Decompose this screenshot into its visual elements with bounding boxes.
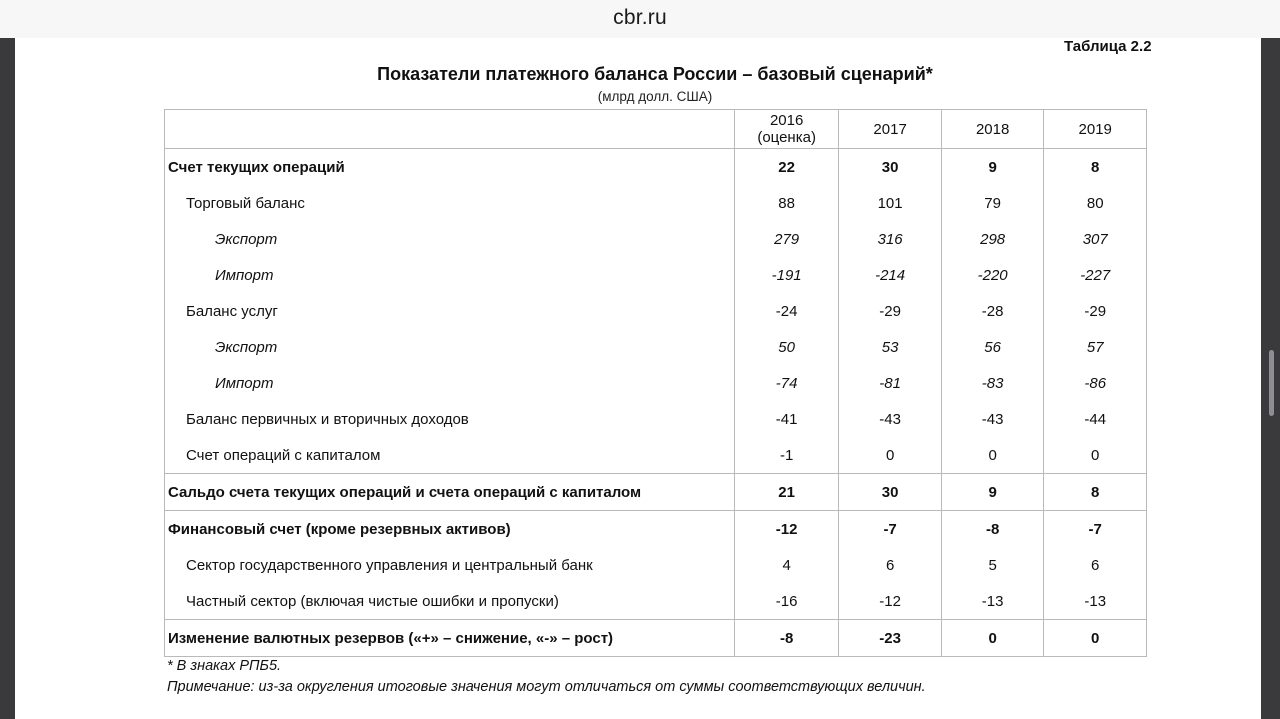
cell-value: -43 bbox=[839, 401, 942, 437]
cell-value: 53 bbox=[839, 329, 942, 365]
cell-value: 8 bbox=[1044, 474, 1147, 511]
cell-value: -74 bbox=[734, 365, 838, 401]
table-row bbox=[165, 257, 1147, 293]
table-title: Показатели платежного баланса России – базовый сценарий* bbox=[377, 64, 933, 84]
table-row bbox=[165, 437, 1147, 474]
row-label: Баланс услуг bbox=[165, 293, 735, 329]
row-label: Изменение валютных резервов («+» – снижение, «-» – рост) bbox=[165, 620, 735, 657]
cell-value: -23 bbox=[839, 620, 942, 657]
table-notes bbox=[167, 656, 926, 698]
table-row bbox=[165, 365, 1147, 401]
row-label: Счет операций с капиталом bbox=[165, 437, 735, 474]
url-text[interactable]: cbr.ru bbox=[613, 6, 667, 29]
cell-value: 279 bbox=[734, 221, 838, 257]
cell-value: 0 bbox=[839, 437, 942, 474]
header-2019: 2019 bbox=[1044, 110, 1147, 149]
cell-value: -86 bbox=[1044, 365, 1147, 401]
row-label: Импорт bbox=[165, 257, 735, 293]
cell-value: -7 bbox=[839, 511, 942, 548]
table-row bbox=[165, 474, 1147, 511]
cell-value: -8 bbox=[734, 620, 838, 657]
cell-value: 4 bbox=[734, 547, 838, 583]
cell-value: 56 bbox=[941, 329, 1044, 365]
header-year: 2016 bbox=[769, 112, 804, 129]
row-label: Торговый баланс bbox=[165, 185, 735, 221]
row-label: Сальдо счета текущих операций и счета операций с капиталом bbox=[165, 474, 735, 511]
table-row bbox=[165, 401, 1147, 437]
table-row bbox=[165, 329, 1147, 365]
cell-value: -28 bbox=[941, 293, 1044, 329]
cell-value: 57 bbox=[1044, 329, 1147, 365]
cell-value: 9 bbox=[941, 149, 1044, 186]
table-row bbox=[165, 583, 1147, 620]
cell-value: -29 bbox=[1044, 293, 1147, 329]
cell-value: -44 bbox=[1044, 401, 1147, 437]
table-row bbox=[165, 149, 1147, 186]
table-row bbox=[165, 511, 1147, 548]
cell-value: 0 bbox=[1044, 437, 1147, 474]
cell-value: -191 bbox=[734, 257, 838, 293]
cell-value: 21 bbox=[734, 474, 838, 511]
row-label: Экспорт bbox=[165, 329, 735, 365]
scrollbar-track[interactable] bbox=[1261, 38, 1280, 719]
left-margin bbox=[0, 38, 15, 719]
table-row bbox=[165, 293, 1147, 329]
cell-value: -41 bbox=[734, 401, 838, 437]
footnote: * В знаках РПБ5. bbox=[167, 658, 282, 674]
cell-value: 88 bbox=[734, 185, 838, 221]
scrollbar-thumb[interactable] bbox=[1269, 350, 1274, 416]
cell-value: -24 bbox=[734, 293, 838, 329]
cell-value: 298 bbox=[941, 221, 1044, 257]
cell-value: -12 bbox=[839, 583, 942, 620]
cell-value: -13 bbox=[1044, 583, 1147, 620]
cell-value: 22 bbox=[734, 149, 838, 186]
cell-value: 0 bbox=[941, 437, 1044, 474]
row-label: Финансовый счет (кроме резервных активов) bbox=[165, 511, 735, 548]
header-empty-cell bbox=[165, 110, 735, 149]
cell-value: -1 bbox=[734, 437, 838, 474]
cell-value: 79 bbox=[941, 185, 1044, 221]
cell-value: -16 bbox=[734, 583, 838, 620]
header-estimate-note: (оценка) bbox=[757, 129, 816, 146]
cell-value: -83 bbox=[941, 365, 1044, 401]
row-label: Импорт bbox=[165, 365, 735, 401]
cell-value: 30 bbox=[839, 149, 942, 186]
cell-value: -12 bbox=[734, 511, 838, 548]
balance-of-payments-table bbox=[164, 109, 1147, 657]
table-row bbox=[165, 221, 1147, 257]
browser-address-bar bbox=[0, 0, 1280, 39]
table-number: Таблица 2.2 bbox=[1064, 38, 1152, 55]
table-row bbox=[165, 185, 1147, 221]
cell-value: -43 bbox=[941, 401, 1044, 437]
cell-value: 9 bbox=[941, 474, 1044, 511]
cell-value: 0 bbox=[1044, 620, 1147, 657]
header-2016 bbox=[734, 110, 838, 149]
cell-value: 6 bbox=[839, 547, 942, 583]
cell-value: -214 bbox=[839, 257, 942, 293]
row-label: Сектор государственного управления и центральный банк bbox=[165, 547, 735, 583]
cell-value: 0 bbox=[941, 620, 1044, 657]
cell-value: 80 bbox=[1044, 185, 1147, 221]
cell-value: 8 bbox=[1044, 149, 1147, 186]
cell-value: -81 bbox=[839, 365, 942, 401]
table-row bbox=[165, 620, 1147, 657]
cell-value: 50 bbox=[734, 329, 838, 365]
cell-value: 316 bbox=[839, 221, 942, 257]
cell-value: -29 bbox=[839, 293, 942, 329]
cell-value: 307 bbox=[1044, 221, 1147, 257]
header-row bbox=[165, 110, 1147, 149]
cell-value: 6 bbox=[1044, 547, 1147, 583]
cell-value: 5 bbox=[941, 547, 1044, 583]
row-label: Баланс первичных и вторичных доходов bbox=[165, 401, 735, 437]
cell-value: -227 bbox=[1044, 257, 1147, 293]
rounding-note: Примечание: из-за округления итоговые значения могут отличаться от суммы соответствующих величин. bbox=[167, 679, 926, 695]
cell-value: 101 bbox=[839, 185, 942, 221]
cell-value: -220 bbox=[941, 257, 1044, 293]
row-label: Счет текущих операций bbox=[165, 149, 735, 186]
row-label: Частный сектор (включая чистые ошибки и пропуски) bbox=[165, 583, 735, 620]
table-row bbox=[165, 547, 1147, 583]
header-2017: 2017 bbox=[839, 110, 942, 149]
table-units: (млрд долл. США) bbox=[597, 89, 713, 104]
cell-value: -13 bbox=[941, 583, 1044, 620]
cell-value: -7 bbox=[1044, 511, 1147, 548]
cell-value: 30 bbox=[839, 474, 942, 511]
cell-value: -8 bbox=[941, 511, 1044, 548]
row-label: Экспорт bbox=[165, 221, 735, 257]
header-2018: 2018 bbox=[941, 110, 1044, 149]
